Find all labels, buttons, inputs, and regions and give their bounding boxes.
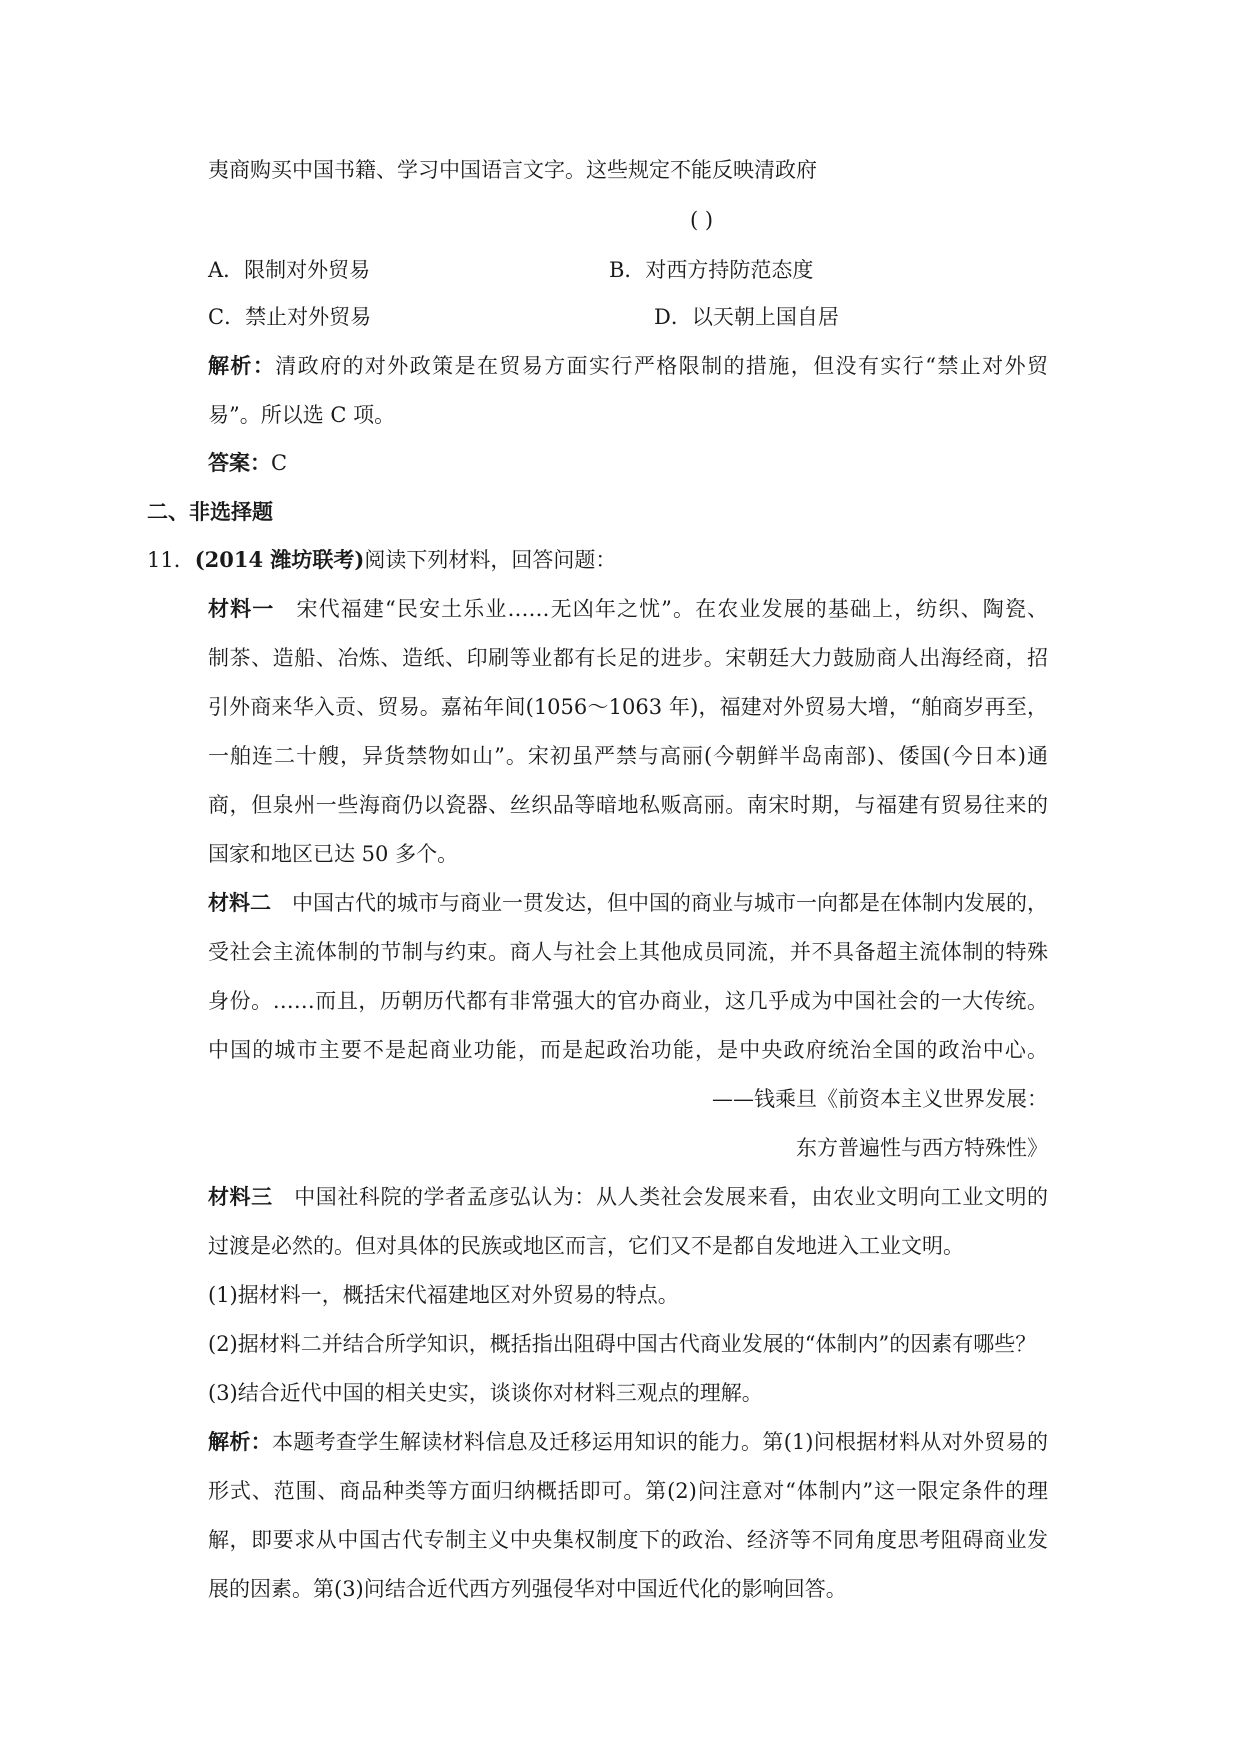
answer-label: 答案： — [208, 450, 271, 475]
material2-line: 受社会主流体制的节制与约束。商人与社会上其他成员同流，并不具备超主流体制的特殊 — [208, 940, 1048, 964]
material1-line: 国家和地区已达 50 多个。 — [208, 842, 459, 866]
material2-line — [208, 888, 1048, 918]
q11-analysis-text: 本题考查学生解读材料信息及迁移运用知识的能力。第(1)问根据材料从对外贸易的 — [271, 1430, 1048, 1454]
q10-answer — [208, 448, 287, 478]
material3-line — [208, 1182, 1048, 1212]
q11-analysis-line: 展的因素。第(3)问结合近代西方列强侵华对中国近代化的影响回答。 — [208, 1577, 847, 1601]
material3-line: 过渡是必然的。但对具体的民族或地区而言，它们又不是都自发地进入工业文明。 — [208, 1234, 964, 1258]
question-number: 11． — [147, 548, 195, 572]
sub-question-1: (1)据材料一，概括宋代福建地区对外贸易的特点。 — [208, 1283, 679, 1307]
answer-paren: ( ) — [690, 208, 714, 232]
option-b: B．对西方持防范态度 — [609, 258, 814, 282]
material2-line: 身份。……而且，历朝历代都有非常强大的官办商业，这几乎成为中国社会的一大传统。 — [208, 989, 1048, 1013]
question11-header — [147, 545, 616, 575]
q10-analysis-line1 — [208, 351, 1048, 381]
sub-question-2: (2)据材料二并结合所学知识，概括指出阻碍中国古代商业发展的“体制内”的因素有哪些？ — [208, 1332, 1037, 1356]
material1-label: 材料一 — [208, 596, 275, 621]
material1-line — [208, 594, 1048, 624]
q10-analysis-line2: 易”。所以选 C 项。 — [208, 403, 396, 427]
material3-label: 材料三 — [208, 1184, 273, 1209]
analysis-label: 解析： — [208, 353, 276, 378]
q11-analysis-line — [208, 1427, 1048, 1457]
question-source: (2014 潍坊联考) — [194, 547, 365, 572]
analysis-text: 清政府的对外政策是在贸易方面实行严格限制的措施，但没有实行“禁止对外贸 — [275, 354, 1048, 378]
material2-line: 中国的城市主要不是起商业功能，而是起政治功能，是中央政府统治全国的政治中心。 — [208, 1038, 1048, 1062]
sub-question-3: (3)结合近代中国的相关史实，谈谈你对材料三观点的理解。 — [208, 1381, 763, 1405]
option-d: D．以天朝上国自居 — [654, 305, 839, 329]
material2-text: 中国古代的城市与商业一贯发达，但中国的商业与城市一向都是在体制内发展的， — [292, 891, 1048, 915]
material2-citation: ——钱乘旦《前资本主义世界发展： — [712, 1087, 1048, 1111]
material1-text: 宋代福建“民安土乐业……无凶年之忧”。在农业发展的基础上，纺织、陶瓷、 — [296, 597, 1048, 621]
material3-text: 中国社科院的学者孟彦弘认为：从人类社会发展来看，由农业文明向工业文明的 — [294, 1185, 1048, 1209]
q11-analysis-line: 形式、范围、商品种类等方面归纳概括即可。第(2)问注意对“体制内”这一限定条件的理 — [208, 1479, 1048, 1503]
answer-value: C — [271, 451, 288, 475]
material2-label: 材料二 — [208, 890, 271, 915]
option-c: C．禁止对外贸易 — [208, 305, 372, 329]
material2-citation: 东方普遍性与西方特殊性》 — [796, 1136, 1048, 1160]
q11-analysis-label: 解析： — [208, 1429, 272, 1454]
material1-line: 引外商来华入贡、贸易。嘉祐年间(1056～1063 年)，福建对外贸易大增，“舶商岁再至， — [208, 695, 1048, 719]
material1-line: 商，但泉州一些海商仍以瓷器、丝织品等暗地私贩高丽。南宋时期，与福建有贸易往来的 — [208, 793, 1048, 817]
q11-analysis-line: 解，即要求从中国古代专制主义中央集权制度下的政治、经济等不同角度思考阻碍商业发 — [208, 1528, 1048, 1552]
option-a: A．限制对外贸易 — [208, 258, 371, 282]
material1-line: 制茶、造船、冶炼、造纸、印刷等业都有长足的进步。宋朝廷大力鼓励商人出海经商，招 — [208, 646, 1048, 670]
material1-line: 一舶连二十艘，异货禁物如山”。宋初虽严禁与高丽(今朝鲜半岛南部)、倭国(今日本)通 — [208, 744, 1048, 768]
question10-stem-tail: 夷商购买中国书籍、学习中国语言文字。这些规定不能反映清政府 — [208, 158, 817, 182]
question-prompt: 阅读下列材料，回答问题： — [364, 548, 617, 572]
section-heading: 二、非选择题 — [147, 499, 273, 524]
